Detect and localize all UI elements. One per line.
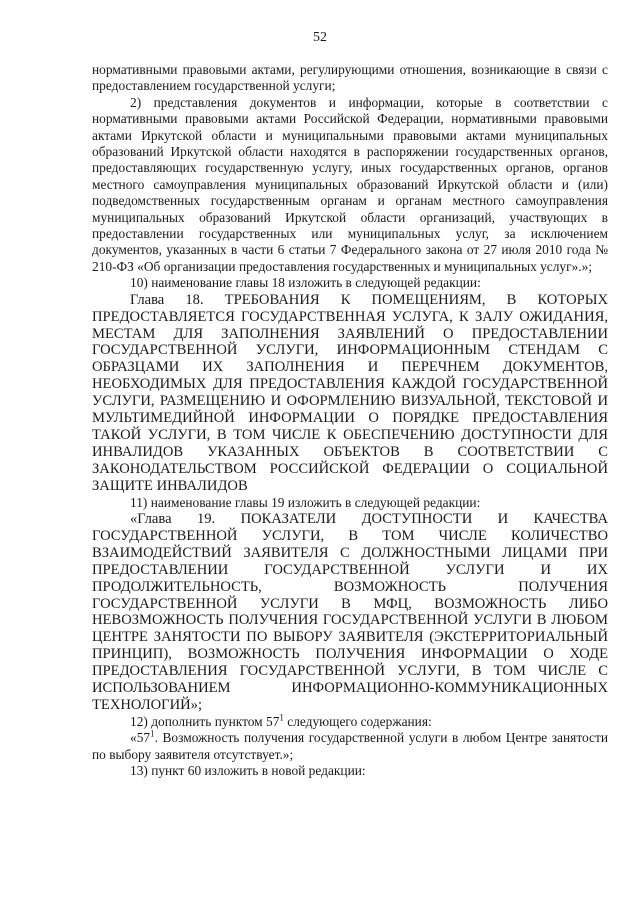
item-12-text-end: следующего содержания:: [283, 713, 432, 729]
paragraph-point-57-1: [92, 730, 608, 763]
item-12-superscript: 1: [279, 712, 284, 723]
item-12-text: 12) дополнить пунктом 57: [130, 713, 280, 729]
paragraph-item-13: 13) пункт 60 изложить в новой редакции:: [130, 763, 366, 779]
point-57-superscript: 1: [150, 728, 155, 739]
chapter-19-heading: «Глава 19. ПОКАЗАТЕЛИ ДОСТУПНОСТИ И КАЧЕСТВА ГОСУДАРСТВЕННОЙ УСЛУГИ, В ТОМ ЧИСЛЕ КОЛИЧЕСТВО ВЗАИМОДЕЙСТВИЙ ЗАЯВИТЕЛЯ С ДОЛЖНОСТНЫМИ ЛИЦАМИ ПРИ ПРЕДОСТАВЛЕНИИ ГОСУДАРСТВЕННОЙ УСЛУГИ И ИХ ПРОДОЛЖИТЕЛЬНОСТЬ, ВОЗМОЖНОСТЬ ПОЛУЧЕНИЯ ГОСУДАРСТВЕННОЙ УСЛУГИ В МФЦ, ВОЗМОЖНОСТЬ ЛИБО НЕВОЗМОЖНОСТЬ ПОЛУЧЕНИЯ ГОСУДАРСТВЕННОЙ УСЛУГИ В ЛЮБОМ ЦЕНТРЕ ЗАНЯТОСТИ ПО ВЫБОРУ ЗАЯВИТЕЛЯ (ЭКСТЕРРИТОРИАЛЬНЫЙ ПРИНЦИП), ВОЗМОЖНОСТЬ ПОЛУЧЕНИЯ ИНФОРМАЦИИ О ХОДЕ ПРЕДОСТАВЛЕНИЯ ГОСУДАРСТВЕННОЙ УСЛУГИ, В ТОМ ЧИСЛЕ С ИСПОЛЬЗОВАНИЕМ ИНФОРМАЦИОННО-КОММУНИКАЦИОННЫХ ТЕХНОЛОГИЙ»;: [92, 510, 608, 713]
page-number: 52: [313, 30, 327, 45]
paragraph-item-11: 11) наименование главы 19 изложить в следующей редакции:: [130, 494, 481, 510]
point-57-number: «57: [130, 730, 151, 746]
document-body: [92, 62, 608, 779]
paragraph-continuation: нормативными правовыми актами, регулирующими отношения, возникающие в связи с предоставлением государственной услуги;: [92, 62, 608, 94]
paragraph-item-2: 2) представления документов и информации, которые в соответствии с нормативными правовыми актами Российской Федерации, нормативными правовыми актами Иркутской области и муниципальными правовыми актами муниципальных образований Иркутской области находятся в распоряжении государственных органов, предоставляющих государственную услугу, иных государственных органов, органов местного самоуправления муниципальных образований Иркутской области и (или) подведомственных государственным органам и органам местного самоуправления муниципальных образований Иркутской области организаций, участвующих в предоставлении государственных или муниципальных услуг, за исключением документов, указанных в части 6 статьи 7 Федерального закона от 27 июля 2010 года № 210-ФЗ «Об организации предоставления государственных и муниципальных услуг».»;: [92, 94, 608, 274]
point-57-text: . Возможность получения государственной услуги в любом Центре занятости по выбору заявителя отсутствует.»;: [92, 730, 608, 762]
paragraph-item-12: [92, 714, 608, 730]
chapter-18-heading: Глава 18. ТРЕБОВАНИЯ К ПОМЕЩЕНИЯМ, В КОТОРЫХ ПРЕДОСТАВЛЯЕТСЯ ГОСУДАРСТВЕННАЯ УСЛУГА, К ЗАЛУ ОЖИДАНИЯ, МЕСТАМ ДЛЯ ЗАПОЛНЕНИЯ ЗАЯВЛЕНИЙ О ПРЕДОСТАВЛЕНИИ ГОСУДАРСТВЕННОЙ УСЛУГИ, ИНФОРМАЦИОННЫМ СТЕНДАМ С ОБРАЗЦАМИ ИХ ЗАПОЛНЕНИЯ И ПЕРЕЧНЕМ ДОКУМЕНТОВ, НЕОБХОДИМЫХ ДЛЯ ПРЕДОСТАВЛЕНИЯ КАЖДОЙ ГОСУДАРСТВЕННОЙ УСЛУГИ, РАЗМЕЩЕНИЮ И ОФОРМЛЕНИЮ ВИЗУАЛЬНОЙ, ТЕКСТОВОЙ И МУЛЬТИМЕДИЙНОЙ ИНФОРМАЦИИ О ПОРЯДКЕ ПРЕДОСТАВЛЕНИЯ ТАКОЙ УСЛУГИ, В ТОМ ЧИСЛЕ К ОБЕСПЕЧЕНИЮ ДОСТУПНОСТИ ДЛЯ ИНВАЛИДОВ УКАЗАННЫХ ОБЪЕКТОВ В СООТВЕТСТВИИ С ЗАКОНОДАТЕЛЬСТВОМ РОССИЙСКОЙ ФЕДЕРАЦИИ О СОЦИАЛЬНОЙ ЗАЩИТЕ ИНВАЛИДОВ: [92, 291, 608, 494]
paragraph-item-10: 10) наименование главы 18 изложить в следующей редакции:: [130, 275, 481, 291]
